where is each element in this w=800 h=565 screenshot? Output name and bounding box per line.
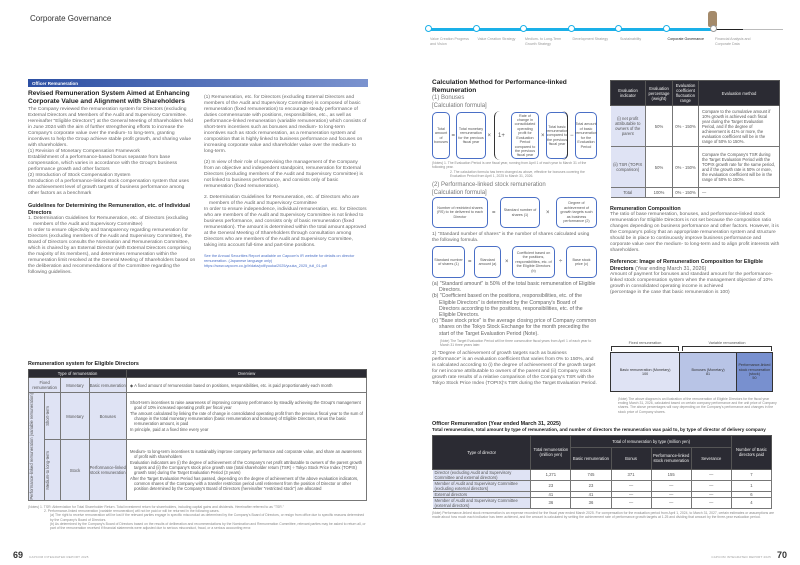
formula-box: Rate of change in consolidated operating profit for Evaluation Period compared to the previous fiscal year: [511, 112, 539, 159]
cell: (i) net profit attributable to owners of the parent: [611, 106, 646, 147]
heading: [610, 259, 782, 272]
cell: 100%: [646, 188, 673, 198]
variable-label: Variable remuneration: [708, 341, 746, 345]
note: (Note) The above diagram is an illustration of the remuneration of Eligible Directors for the fiscal year ending March 31, 2026, calculated based on certain company performance and the unit price of Company shares. The above percentages will vary depending on the Company's performance and changes in the stock price of Company shares.: [618, 397, 777, 414]
cell: [45, 440, 61, 501]
formula-label: [Calculation formula]: [432, 103, 487, 110]
notes: [432, 161, 597, 178]
cell: —: [691, 480, 731, 491]
paragraph: 2. Determination Guidelines for Remuneration, etc. of Directors who are members of the Audit and Supervisory Committee: [204, 195, 360, 206]
cell: —: [651, 497, 691, 508]
left-col-1: [28, 90, 196, 276]
paragraph: In order to ensure independence, individual remuneration, etc. for Directors who are members of the Audit and Supervisory Committee is not linked to business performance, and consists only of basic remuneration (fixed remuneration). The amount is determined within the total amount approved at the General Meeting of Shareholders through consultation among Directors who are members of the Audit and Supervisory Committee, taking into account full-time and part-time positions.: [204, 207, 367, 248]
subheading: (1) Bonuses: [432, 95, 465, 102]
formula-box: Standard number of shares (1): [432, 246, 465, 278]
note-line: (b) As determined by the Company's Board of Directors based on the results of deliberation and recommendations by the Nomination and Remuneration Committee, relevant parties may be asked to return all, or part of the remuneration received if financial statements were adjusted due to serious misconduct, fraud, or a serious accounting error.: [50, 521, 366, 531]
table-row: [433, 469, 772, 480]
cell: 50%: [646, 147, 673, 188]
table-row: [433, 480, 772, 491]
paragraph: (1) Remuneration, etc. for Directors (excluding External Directors and members of the Audit and Supervisory Committee) is composed of basic remuneration (fixed remuneration) to encourage steady performance of duties commensurate with positions, responsibilities, etc., as well as performance-linked remuneration (variable remuneration) which consists of short-term incentives such as bonuses and medium- to long-term incentives such as stock remuneration, as a remuneration system and composition that is highly linked to business performance and focuses on increasing corporate value and shareholder value over the medium- to long-term.: [204, 95, 367, 154]
cell: —: [611, 480, 651, 491]
formula-box: Coefficient based on the positions, responsibilities, etc. of the Eligible Directors (b): [512, 246, 555, 278]
page-title: Corporate Governance: [30, 14, 112, 23]
cell: 6: [731, 491, 771, 497]
section-band: Officer Remuneration: [28, 79, 368, 87]
col-header: Performance-linked stock remuneration: [651, 447, 691, 469]
cell: —: [691, 491, 731, 497]
col-header: Overview: [127, 370, 367, 378]
cell: —: [611, 491, 651, 497]
table-row: [611, 147, 780, 188]
cell: 0% - 150%: [673, 188, 699, 198]
col-header: Evaluation method: [699, 81, 780, 106]
table-title: Remuneration system for Eligible Directors: [28, 361, 139, 367]
definitions: [432, 281, 597, 347]
paragraph: Amount of payment for bonuses and standard amount for the performance-linked stock compensation system when the management objective of 10% growth in consolidated operating income is achieved: [610, 272, 773, 290]
cell: —: [699, 188, 780, 198]
paragraph: (2) In view of their role of supervising the management of the Company from an objective and independent standpoint, remuneration for External Directors (excluding members of the Audit and Supervisory Committee) is not linked to business performance, and consists only of basic remuneration (fixed remuneration).: [204, 160, 364, 189]
heading: Calculation Method for Performance-linked Remuneration: [432, 79, 567, 94]
formula-box: Total basic remuneration compared to the previous fiscal year: [546, 112, 568, 159]
heading: Remuneration Composition: [610, 206, 681, 212]
operator: ÷: [559, 259, 563, 265]
footer-left: [13, 550, 89, 560]
nav-step-2[interactable]: Medium- to Long-Term Growth Strategy: [525, 37, 562, 46]
heading: Officer Remuneration (Year ended March 31, 2025): [432, 421, 561, 427]
note: (Note) Performance-linked stock remuneration is an expense recorded for the fiscal year ended March 2025. For compensation for the evaluation period from April 1, 2024, to March 31, 2027, certain estimates or assumptions are made about how much each indicator has been achieved, and the amount is calculated by setting the achievement rate of performance growth targets at 1.25 and dividing that amount by the three-year evaluation period.: [432, 510, 775, 519]
nav-step-1[interactable]: Value Creation Strategy: [477, 37, 516, 41]
nav-step-dot[interactable]: [568, 25, 575, 32]
page-number: 69: [13, 550, 24, 560]
formula-label: [Calculation formula]: [432, 190, 487, 196]
overview-bullet: Evaluation indicators are (i) the degree of achievement of the Company's net profit attributable to owners of the parent growth targets and (ii) the Company's stock price growth rate (total shareholder return (TSR) ÷ Tokyo Stock Price Index (TOPIX) growth rate) during the Target Evaluation Period (3 years): [130, 460, 363, 476]
cell: [127, 393, 367, 440]
operator: −: [570, 132, 574, 139]
col-header: Evaluation percentage (weight): [646, 81, 673, 106]
bar-label: Performance-linked stock remuneration (stock): [738, 363, 771, 376]
evaluation-table: [610, 80, 780, 198]
cell: —: [651, 480, 691, 491]
nav-step-0[interactable]: Value Creation Progress and Vision: [430, 37, 469, 46]
notes: [28, 505, 368, 530]
cell: 1,271: [531, 469, 571, 480]
cell: 1: [731, 480, 771, 491]
cell: —: [651, 491, 691, 497]
operator: =: [492, 209, 496, 216]
section-nav: [425, 25, 785, 65]
formula-box: Degree of achievement of growth targets such as business performance (2): [556, 197, 597, 228]
remuneration-system-table: [28, 369, 367, 501]
subheading: Total remuneration, total amount by type of remuneration, and number of directors the remuneration was paid to, by type of director of delivery company: [432, 427, 766, 433]
operator: =: [451, 132, 456, 139]
cell: —: [611, 497, 651, 508]
col-header: Evaluation indicator: [611, 81, 646, 106]
right-col-1: [432, 79, 597, 387]
nav-step-dot[interactable]: [663, 25, 670, 32]
stock-formula: [432, 197, 597, 228]
nav-step-5[interactable]: Corporate Governance: [667, 37, 705, 41]
nav-step-dot[interactable]: [710, 25, 717, 32]
nav-step-3[interactable]: Development Strategy: [572, 37, 609, 41]
bracket: [494, 111, 568, 160]
composition-bar-1: [679, 353, 736, 391]
note-line: 2. The calculation formula has been changed as above, effective for bonuses covering the Evaluation Period from April 1, 2025 to March 31, 2026.: [450, 169, 585, 178]
operator: =: [468, 259, 472, 265]
ir-link[interactable]: See the Annual Securities Report available on Capcom's IR website for details on director remuneration. (Japanese language only) https://www.capcom.co.jp/ir/data/pdf/yuuka/2025/yuuka_2025_full_01.pdf: [204, 254, 355, 268]
note-line: (Notes) 1. The Evaluation Period is one fiscal year, running from April 1 of each year to March 31 of the following year.: [432, 161, 587, 170]
heading: Guidelines for Determining the Remuneration, etc. of Individual Directors: [28, 203, 191, 216]
nav-step-dot[interactable]: [520, 25, 527, 32]
bar-value: 50: [752, 376, 757, 381]
cell: 36: [571, 497, 611, 508]
paragraph: The Company reviewed the remuneration system for Directors (excluding External Directors and Members of the Audit and Supervisory Committee. Hereinafter "Eligible Directors") at the General Meeting of Shareholders held in June 2024 with the aim of further strengthening efforts to increase the Company's corporate value over the medium- to long-term, granting incentives to help the Group achieve stable profit growth, and sharing value with shareholders.: [28, 107, 193, 149]
cell: 0% - 150%: [673, 106, 699, 147]
cell: [127, 440, 367, 501]
report-name: CAPCOM INTEGRATED REPORT 2025: [711, 555, 771, 559]
nav-step-6[interactable]: Financial Analysis and Corporate Data: [715, 37, 751, 46]
cell: External directors: [433, 491, 531, 497]
bar-label: Basic remuneration (Monetary): [619, 367, 671, 372]
composition-bar-0: [611, 353, 679, 391]
definition: (c) "Base stock price" is the average closing price of Company common shares on the Tokyo Stock Exchange for the month preceding the start of the Target Evaluation Period (Note).: [432, 318, 597, 337]
cell: [29, 393, 45, 501]
cell: Total: [611, 188, 646, 198]
paragraph: (percentage in the case that basic remuneration is 100): [610, 290, 730, 296]
col-header: Total remuneration (million yen): [531, 435, 571, 469]
cell: (ii) TSR (TOPIX comparison): [611, 147, 646, 188]
table-row: [611, 106, 780, 147]
cell: Member of Audit and Supervisory Committee (excluding external directors): [433, 480, 531, 491]
right-col-2: [610, 206, 782, 296]
cell: Performance-linked stock remuneration: [89, 440, 126, 501]
cell-text: Performance-linked remuneration (variable remuneration): [29, 393, 34, 501]
cell-text: Medium-to long-term: [45, 450, 51, 490]
overview-bullet: Medium- to long-term incentives to sustainably improve company performance and corporate value, and share an awareness of profit with shareholders: [130, 449, 362, 460]
cell: ◆ A fixed amount of remuneration based on positions, responsibilities, etc. is paid proportionately each month: [127, 378, 367, 393]
cell: Monetary: [61, 393, 89, 440]
paragraph: 1) "Standard number of shares" is the number of shares calculated using the following formula.: [432, 232, 590, 243]
subheading: (2) Performance-linked stock remuneration: [432, 182, 546, 188]
cell: 745: [571, 469, 611, 480]
table-row: [433, 497, 772, 508]
operator: ×: [487, 132, 492, 139]
overview-bullet: Short-term incentives to raise awareness of improving company performance by steadily achieving the Group's management goal of 10% increased operating profit per fiscal year: [130, 400, 361, 411]
col-header: Type of director: [433, 435, 531, 469]
nav-step-4[interactable]: Sustainability: [620, 37, 642, 41]
note-line: (Note) The Target Evaluation Period will be three consecutive fiscal years from April 1 of each year to March 31 three years later.: [440, 338, 592, 348]
cell: 7: [731, 469, 771, 480]
cell: 36: [531, 497, 571, 508]
formula-box: Standard amount (a): [474, 246, 501, 278]
cell: —: [691, 469, 731, 480]
cell: [45, 393, 61, 440]
cell: Member of Audit and Supervisory Committee (external directors): [433, 497, 531, 508]
cell: 0% - 150%: [673, 147, 699, 188]
overview-text: A fixed amount of remuneration based on positions, responsibilities, etc. is paid proportionately each month: [134, 382, 333, 388]
formula-box: Standard number of shares (1): [500, 197, 540, 228]
paragraph: 1. Determination Guidelines for Remuneration, etc. of Directors (excluding members of the Audit and Supervisory Committee): [28, 216, 189, 227]
cell: Compare to the cumulative amount if 10% growth is achieved each fiscal year during the Target Evaluation Period, and if the degree of achievement is 41% or more, the evaluation coefficient will be in the range of 50% to 150%.: [699, 106, 780, 147]
left-col-2: [204, 95, 367, 268]
col-header: Type of remuneration: [29, 370, 127, 378]
cell: Compare the Company's TSR during the Target Evaluation Period with the TOPIX growth rate for the same period, and if the growth rate is 50% or more, the evaluation coefficient will be in the range of 50% to 150%.: [699, 147, 780, 188]
cell: Stock: [61, 440, 89, 501]
cell: 50%: [646, 106, 673, 147]
col-header: Severance: [691, 447, 731, 469]
fixed-label: Fixed remuneration: [628, 341, 662, 345]
paragraph: Introduction of a performance-linked stock compensation system that uses the achievement level of growth targets of business performance among other factors as a benchmark: [28, 179, 189, 197]
overview-bullet: After the Target Evaluation Period has passed, depending on the degree of achievement of the above evaluation indicators, common shares of the Company with a transfer restriction period until retirement from the position of Director or other position determined by the Company's Board of Directors (hereinafter "restricted stock") are allocated: [130, 476, 359, 492]
composition-bar-2: [736, 353, 772, 391]
cell: Monetary: [61, 378, 89, 393]
nav-step-dot[interactable]: [425, 25, 432, 32]
composition-chart: [610, 341, 773, 396]
cell: Fixed remuneration: [29, 378, 61, 393]
fixed-bracket: [611, 346, 679, 351]
cell: 371: [611, 469, 651, 480]
officer-remuneration-table: [432, 435, 772, 509]
note-line: (Notes) 1. TSR: Abbreviation for Total Shareholder Return. Total investment return for shareholders, including capital gains and dividends. Hereinafter referred to as "TSR.": [28, 505, 284, 510]
footer-right: [711, 550, 787, 560]
nav-step-dot[interactable]: [615, 25, 622, 32]
paragraph: In order to ensure objectivity and transparency regarding remuneration for Directors (excluding members of the Audit and Supervisory Committee), the Board of Directors consults the Nomination and Remuneration Committee, which is chaired by an External Director (with External Directors comprising the majority of its members), and determines remuneration within the remuneration limit resolved at the General Meeting of Shareholders based on the deliberation and recommendations of the Committee regarding the following guidelines.: [28, 228, 196, 275]
col-header: Bonus: [611, 447, 651, 469]
definition: (a) "Standard amount" is 50% of the total basic remuneration of Eligible Directors.: [432, 281, 596, 294]
overview-bullet: The amount calculated by linking the rate of change in consolidated operating profit from the previous fiscal year to the sum of change in the total monetary remuneration (basic remuneration and bonuses) of Eligible Directors, minus the basic remuneration amount, is paid: [130, 411, 364, 427]
operator: ×: [505, 259, 509, 265]
bar-label: Bonuses (Monetary): [691, 367, 725, 372]
cell: 41: [571, 491, 611, 497]
cell: 23: [571, 480, 611, 491]
left-table-section: [28, 361, 368, 530]
composition-bars: [610, 352, 773, 392]
paragraph: (2) Introduction of Stock Compensation System: [28, 173, 131, 179]
table-row: [611, 188, 780, 198]
operator: ×: [541, 132, 545, 139]
cell: 4: [731, 497, 771, 508]
operator: ×: [546, 209, 550, 216]
formula-box: Base stock price (c): [566, 246, 597, 278]
overview-bullet: In principle, paid at a fixed time every year: [130, 427, 209, 433]
cell: 155: [651, 469, 691, 480]
cell: Director (excluding Audit and Supervisory Committee and external directors): [433, 469, 531, 480]
note-line: (a) The right to receive remuneration will be lost if the relevant parties engage in specific misconduct as determined by the Company's Board of Directors, or resign from office due to specific reasons determined by the Company's Board of Directors.: [50, 513, 365, 522]
paragraph: (1) Revision of Monetary Compensation Framework: [28, 149, 140, 155]
nav-current-line: [713, 29, 743, 31]
paragraph: 2) "Degree of achievement of growth targets such as business performance" is an evaluation coefficient that varies from 0% to 150%, and is calculated according to (i) the degree of achievement of the growth target for net income attributable to owners of the parent and (ii) Company stock growth rate results of a relative comparison of the Company's TSR with the Tokyo Stock Price Index (TOPIX)'s TSR during the Target Evaluation Period.: [432, 351, 597, 387]
heading: Revised Remuneration System Aimed at Enhancing Corporate Value and Alignment with Shareholders: [28, 90, 190, 105]
definition: (b) "Coefficient based on the positions, responsibilities, etc. of the Eligible Directors" is determined by the Company's Board of Directors according to the positions, responsibilities, etc. of the Eligible Directors.: [432, 293, 583, 319]
cell-text: Short-term: [45, 406, 51, 427]
bar-value: 100: [642, 372, 649, 376]
heading-text: Reference: Image of Remuneration Composition for Eligible Directors: [610, 259, 764, 272]
note-line: 2. Performance-linked remuneration (variable remuneration) will not be paid or will be returned in the following cases.: [44, 509, 220, 514]
variable-bracket: [682, 346, 772, 351]
formula-box: Total amount of bonuses: [432, 112, 450, 159]
standard-shares-formula: [432, 246, 597, 278]
heading-sub: (Year ending March 31, 2026): [635, 265, 707, 272]
cell: 23: [531, 480, 571, 491]
paragraph: The ratio of base remuneration, bonuses, and performance-linked stock remuneration for Eligible Directors is not set because the composition ratio changes depending on business performance and other factors. However, it is the Company's policy that an appropriate remuneration system and structure should be in place to continuously improve business performance and corporate value over the medium- to long-term and to align profit interests with shareholders.: [610, 212, 780, 254]
paragraph: Establishment of a performance-based bonus separate from base compensation, which varies in accordance with the Group's business performance growth and other factors: [28, 155, 178, 173]
formula-box: Total amount of basic remuneration for the Evaluation Period: [575, 112, 597, 159]
bar-value: 81: [706, 372, 711, 376]
cell: 41: [531, 491, 571, 497]
nav-remaining-line: [743, 29, 783, 30]
col-header: Evaluation coefficient fluctuation range: [673, 81, 699, 106]
report-name: CAPCOM INTEGRATED REPORT 2025: [29, 555, 89, 559]
operator: 1+: [498, 132, 505, 139]
formula-box: Total monetary remuneration for the previous fiscal year: [456, 112, 486, 159]
cell: —: [691, 497, 731, 508]
bonus-formula: [432, 112, 597, 159]
cell: Basic remuneration: [89, 378, 126, 393]
formula-box: Number of restricted shares (RS) to be delivered to each Director: [432, 197, 488, 228]
col-header: Number of Basic directors paid: [731, 435, 771, 469]
col-header: Basic remuneration: [571, 447, 611, 469]
cell: Bonuses: [89, 393, 126, 440]
nav-step-dot[interactable]: [473, 25, 480, 32]
page-number: 70: [776, 550, 787, 560]
officer-rem-section: [432, 421, 782, 519]
col-header: Total of remuneration by type (million yen): [571, 435, 731, 447]
